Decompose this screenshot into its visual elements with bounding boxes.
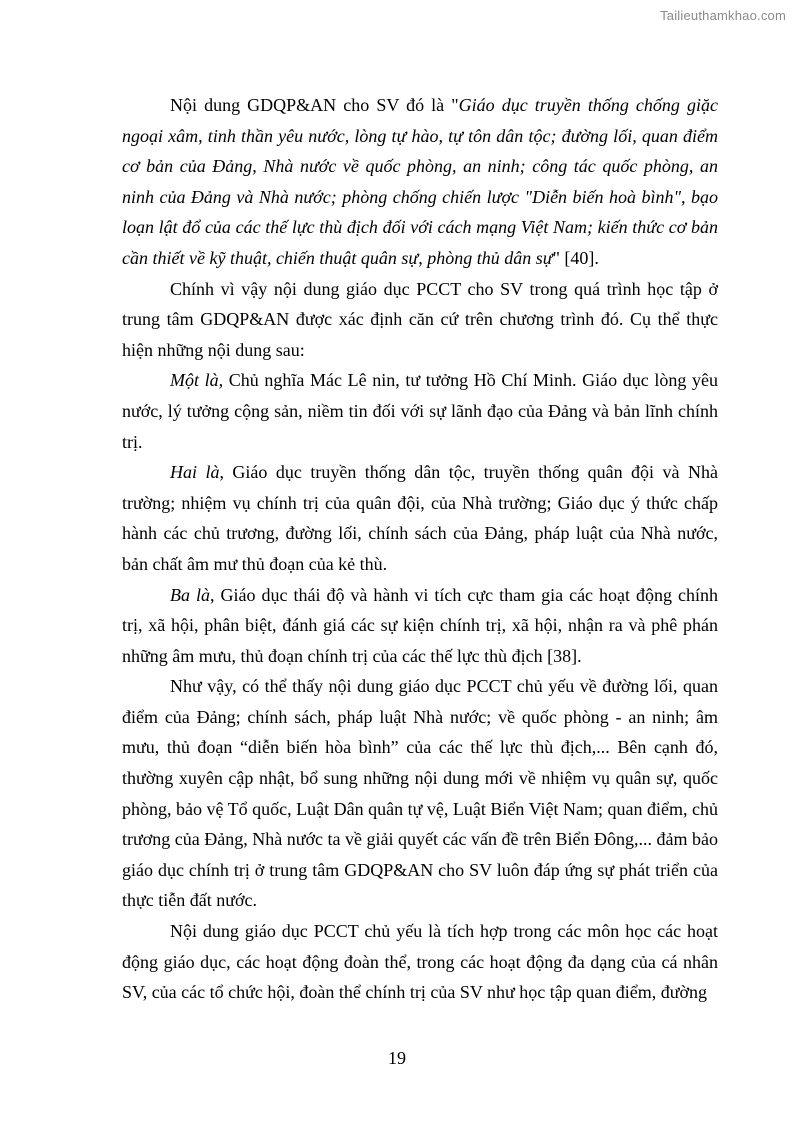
item-lead: Một là, bbox=[170, 370, 224, 391]
paragraph-text: , Giáo dục truyền thống dân tộc, truyền thống quân đội và Nhà trường; nhiệm vụ chính trị của quân đội, của Nhà trường; Giáo dục ý thức chấp hành các chủ trương, đường lối, chính sách của Đảng, pháp luật của Nhà nước, bản chất âm mư thủ đoạn của kẻ thù. bbox=[122, 462, 718, 574]
paragraph-text: Nội dung giáo dục PCCT chủ yếu là tích hợp trong các môn học các hoạt động giáo dục, các hoạt động đoàn thể, trong các hoạt động đa dạng của cá nhân SV, của các tổ chức hội, đoàn thể chính trị của SV như học tập quan điểm, đường bbox=[122, 921, 718, 1003]
watermark-text: Tailieuthamkhao.com bbox=[660, 8, 786, 23]
paragraph-prefix: Nội dung GDQP&AN cho SV đó là " bbox=[170, 95, 459, 115]
document-body bbox=[122, 90, 718, 1008]
paragraph-text: Chủ nghĩa Mác Lê nin, tư tưởng Hồ Chí Minh. Giáo dục lòng yêu nước, lý tưởng cộng sản, niềm tin đối với sự lãnh đạo của Đảng và bản lĩnh chính trị. bbox=[122, 370, 718, 452]
paragraph-content-basis bbox=[122, 274, 718, 366]
paragraph-text: , Giáo dục thái độ và hành vi tích cực tham gia các hoạt động chính trị, xã hội, phân biệt, đánh giá các sự kiện chính trị, xã hội, nhận ra và phê phán những âm mưu, thủ đoạn chính trị của các thế lực thù địch [38]. bbox=[122, 584, 719, 666]
paragraph-summary bbox=[122, 671, 718, 916]
paragraph-suffix: " [40]. bbox=[552, 247, 599, 268]
paragraph-text: Như vậy, có thể thấy nội dung giáo dục PCCT chủ yếu về đường lối, quan điểm của Đảng; chính sách, pháp luật Nhà nước; về quốc phòng - an ninh; âm mưu, thủ đoạn “diễn biến hòa bình” của các thế lực thù địch,... Bên cạnh đó, thường xuyên cập nhật, bổ sung những nội dung mới về nhiệm vụ quân sự, quốc phòng, bảo vệ Tổ quốc, Luật Dân quân tự vệ, Luật Biển Việt Nam; quan điểm, chủ trương của Đảng, Nhà nước ta về giải quyết các vấn đề trên Biển Đông,... đảm bảo giáo dục chính trị ở trung tâm GDQP&AN cho SV luôn đáp ứng sự phát triển của thực tiễn đất nước. bbox=[122, 676, 718, 911]
item-lead: Hai là bbox=[170, 462, 220, 483]
page-number: 19 bbox=[388, 1048, 406, 1068]
item-lead: Ba là bbox=[170, 584, 210, 605]
paragraph-text: Chính vì vậy nội dung giáo dục PCCT cho SV trong quá trình học tập ở trung tâm GDQP&AN được xác định căn cứ trên chương trình đó. Cụ thể thực hiện những nội dung sau: bbox=[122, 278, 718, 360]
paragraph-item-one bbox=[122, 365, 718, 457]
paragraph-item-two bbox=[122, 457, 718, 579]
italic-quote: Giáo dục truyền thống chống giặc ngoại xâm, tinh thần yêu nước, lòng tự hào, tự tôn dân tộc; đường lối, quan điểm cơ bản của Đảng, Nhà nước về quốc phòng, an ninh; công tác quốc phòng, an ninh của Đảng và Nhà nước; phòng chống chiến lược "Diễn biến hoà bình", bạo loạn lật đổ của các thế lực thù địch đối với cách mạng Việt Nam; kiến thức cơ bản cần thiết về kỹ thuật, chiến thuật quân sự, phòng thủ dân sự bbox=[122, 95, 718, 268]
paragraph-integration bbox=[122, 916, 718, 1008]
paragraph-gdqp-content bbox=[122, 90, 718, 274]
paragraph-item-three bbox=[122, 580, 718, 672]
